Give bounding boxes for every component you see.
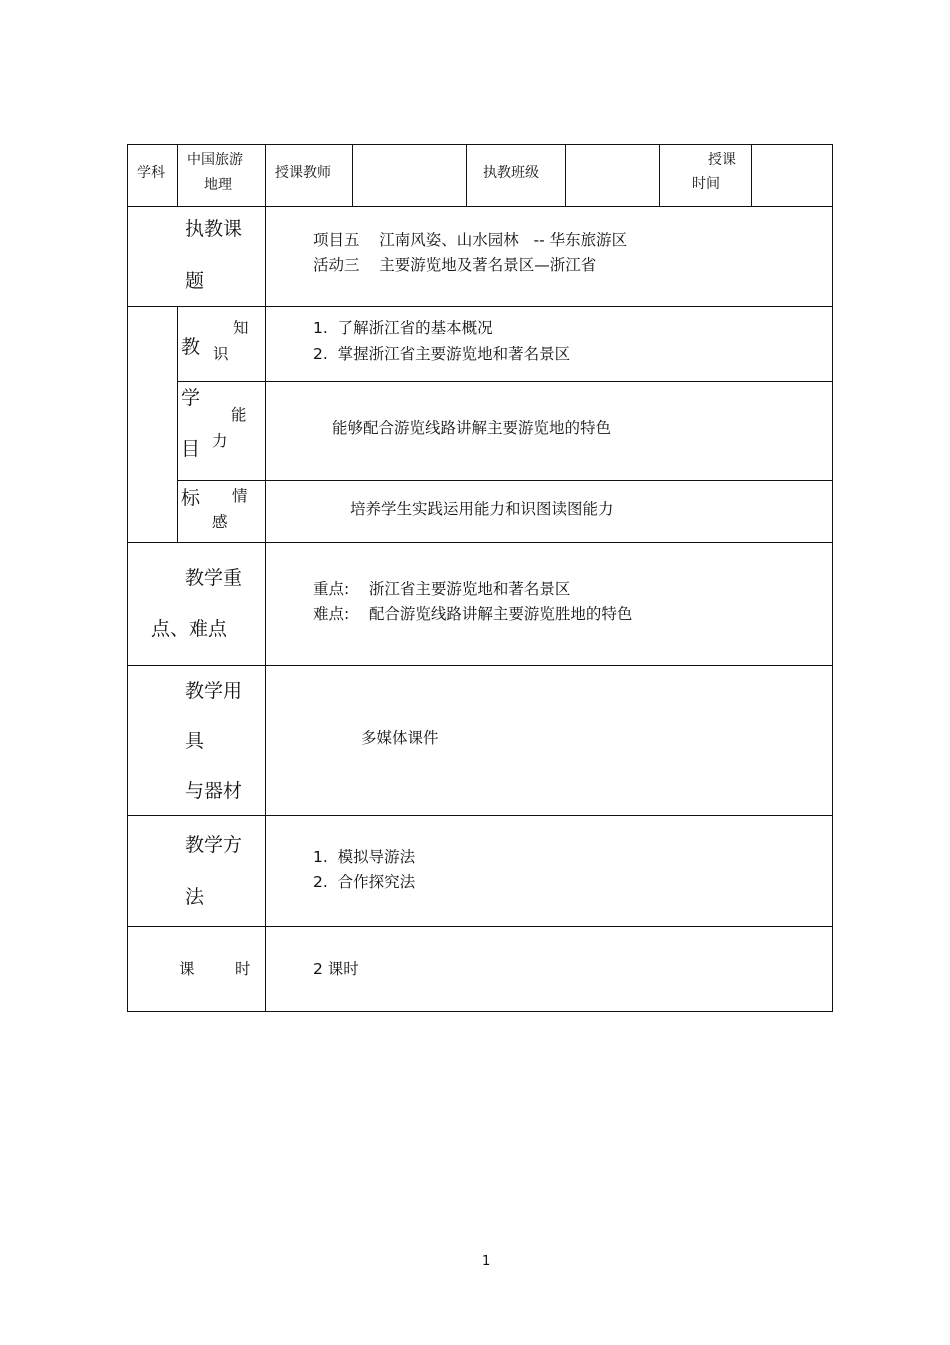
method-item: 2. 合作探究法 xyxy=(313,873,416,891)
difficult-point-text: 难点: 配合游览线路讲解主要游览胜地的特色 xyxy=(313,605,633,623)
methods-label: 教学方 xyxy=(185,834,243,856)
table-line xyxy=(127,542,833,543)
key-point-text: 重点: 浙江省主要游览地和著名景区 xyxy=(313,580,571,598)
topic-label: 题 xyxy=(185,270,205,292)
hours-label: 课 xyxy=(179,960,195,978)
table-line xyxy=(127,144,833,145)
teacher-label: 授课教师 xyxy=(275,165,331,181)
table-line xyxy=(177,144,178,207)
table-line xyxy=(177,480,833,481)
emotion-label: 情 xyxy=(232,487,248,505)
table-line xyxy=(127,815,833,816)
topic-line: 项目五 江南风姿、山水园林 -- 华东旅游区 xyxy=(313,231,628,249)
table-line xyxy=(127,665,833,666)
subject-value: 地理 xyxy=(204,177,232,193)
table-line xyxy=(751,144,752,207)
table-line xyxy=(265,144,266,1012)
table-line xyxy=(352,144,353,207)
emotion-text: 培养学生实践运用能力和识图读图能力 xyxy=(350,500,614,518)
topic-line: 活动三 主要游览地及著名景区—浙江省 xyxy=(313,256,597,274)
knowledge-label: 知 xyxy=(233,319,249,337)
table-line xyxy=(659,144,660,207)
table-line xyxy=(127,144,128,1012)
key-points-label: 教学重 xyxy=(185,567,243,589)
table-line xyxy=(127,926,833,927)
tools-label: 教学用 xyxy=(185,680,243,702)
objectives-label-char: 教 xyxy=(181,336,201,358)
tools-label: 与器材 xyxy=(185,780,243,802)
tools-text: 多媒体课件 xyxy=(361,729,439,747)
ability-label: 力 xyxy=(212,432,228,450)
method-item: 1. 模拟导游法 xyxy=(313,848,416,866)
subject-value: 中国旅游 xyxy=(187,152,243,168)
knowledge-item: 1. 了解浙江省的基本概况 xyxy=(313,319,493,337)
topic-label: 执教课 xyxy=(185,218,243,240)
class-label: 执教班级 xyxy=(483,165,539,181)
table-line xyxy=(832,144,833,1012)
time-label: 授课 xyxy=(708,152,736,168)
objectives-label-char: 学 xyxy=(181,387,201,409)
ability-text: 能够配合游览线路讲解主要游览地的特色 xyxy=(332,419,612,437)
tools-label: 具 xyxy=(185,730,205,752)
table-line xyxy=(177,306,178,543)
time-label: 时间 xyxy=(692,176,720,192)
hours-label: 时 xyxy=(235,960,251,978)
table-line xyxy=(466,144,467,207)
ability-label: 能 xyxy=(231,406,247,424)
knowledge-label: 识 xyxy=(213,345,229,363)
table-line xyxy=(565,144,566,207)
methods-label: 法 xyxy=(185,886,205,908)
table-line xyxy=(127,1011,833,1012)
table-line xyxy=(127,206,833,207)
key-points-label: 点、难点 xyxy=(151,618,228,640)
subject-label: 学科 xyxy=(137,165,165,181)
objectives-label-char: 目 xyxy=(181,438,201,460)
emotion-label: 感 xyxy=(212,513,228,531)
table-line xyxy=(177,381,833,382)
knowledge-item: 2. 掌握浙江省主要游览地和著名景区 xyxy=(313,345,571,363)
hours-value: 2 课时 xyxy=(313,960,359,978)
objectives-label-char: 标 xyxy=(181,487,201,509)
table-line xyxy=(127,306,833,307)
page-number: 1 xyxy=(482,1254,491,1269)
